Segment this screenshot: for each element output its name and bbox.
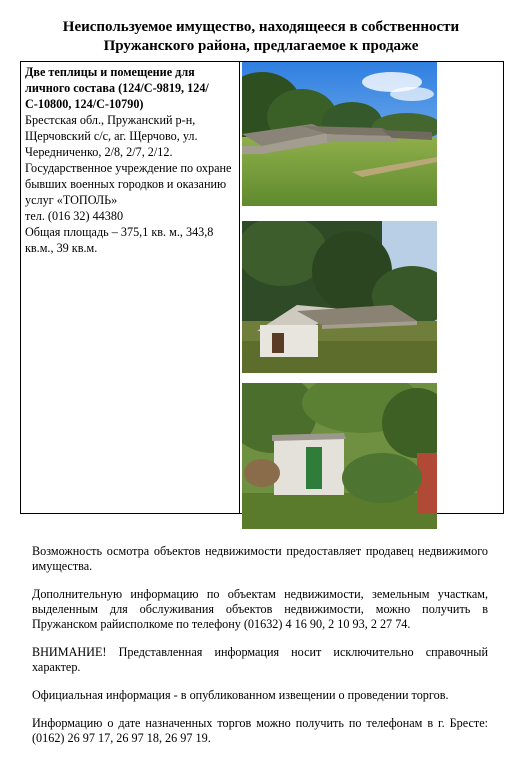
notes (32, 544, 488, 759)
page-title (0, 18, 522, 56)
title-line-2: Пружанского района, предлагаемое к продаже (103, 38, 419, 54)
note-inspection: Возможность осмотра объектов недвижимости предоставляет продавец недвижимого имущества. (32, 544, 488, 573)
photo-building-green-door (242, 383, 437, 529)
photo-greenhouses (242, 62, 437, 206)
column-divider (239, 62, 240, 513)
listing-description (25, 64, 235, 256)
listing-heading: Две теплицы и помещение для личного состава (124/С-9819, 124/С-10800, 124/С-10790) (25, 65, 209, 111)
listing-seller: Государственное учреждение по охране бывших военных городков и оказанию услуг «ТОПОЛЬ» (25, 161, 232, 207)
photo-brick-building (242, 221, 437, 373)
note-attention: ВНИМАНИЕ! Представленная информация носит исключительно справочный характер. (32, 645, 488, 674)
note-additional-info: Дополнительную информацию по объектам недвижимости, земельным участкам, выделенным для обслуживания объектов недвижимости, можно получить в Пружанском райисполкоме по телефону (01632) 4 16 90, 2 10 93, 2 27 74. (32, 587, 488, 631)
note-auction-date: Информацию о дате назначенных торгов можно получить по телефонам в г. Бресте: (0162) 26 97 17, 26 97 18, 26 97 19. (32, 716, 488, 745)
listing-address: Брестская обл., Пружанский р-н, Щерчовский с/с, аг. Щерчово, ул. Чередниченко, 2/8, 2/7, 2/12. (25, 113, 198, 159)
title-line-1: Неиспользуемое имущество, находящееся в собственности (62, 19, 460, 35)
note-official-info: Официальная информация - в опубликованном извещении о проведении торгов. (32, 688, 449, 702)
listing-phone: тел. (016 32) 44380 (25, 209, 124, 223)
listing-area: Общая площадь – 375,1 кв. м., 343,8 кв.м., 39 кв.м. (25, 225, 214, 255)
